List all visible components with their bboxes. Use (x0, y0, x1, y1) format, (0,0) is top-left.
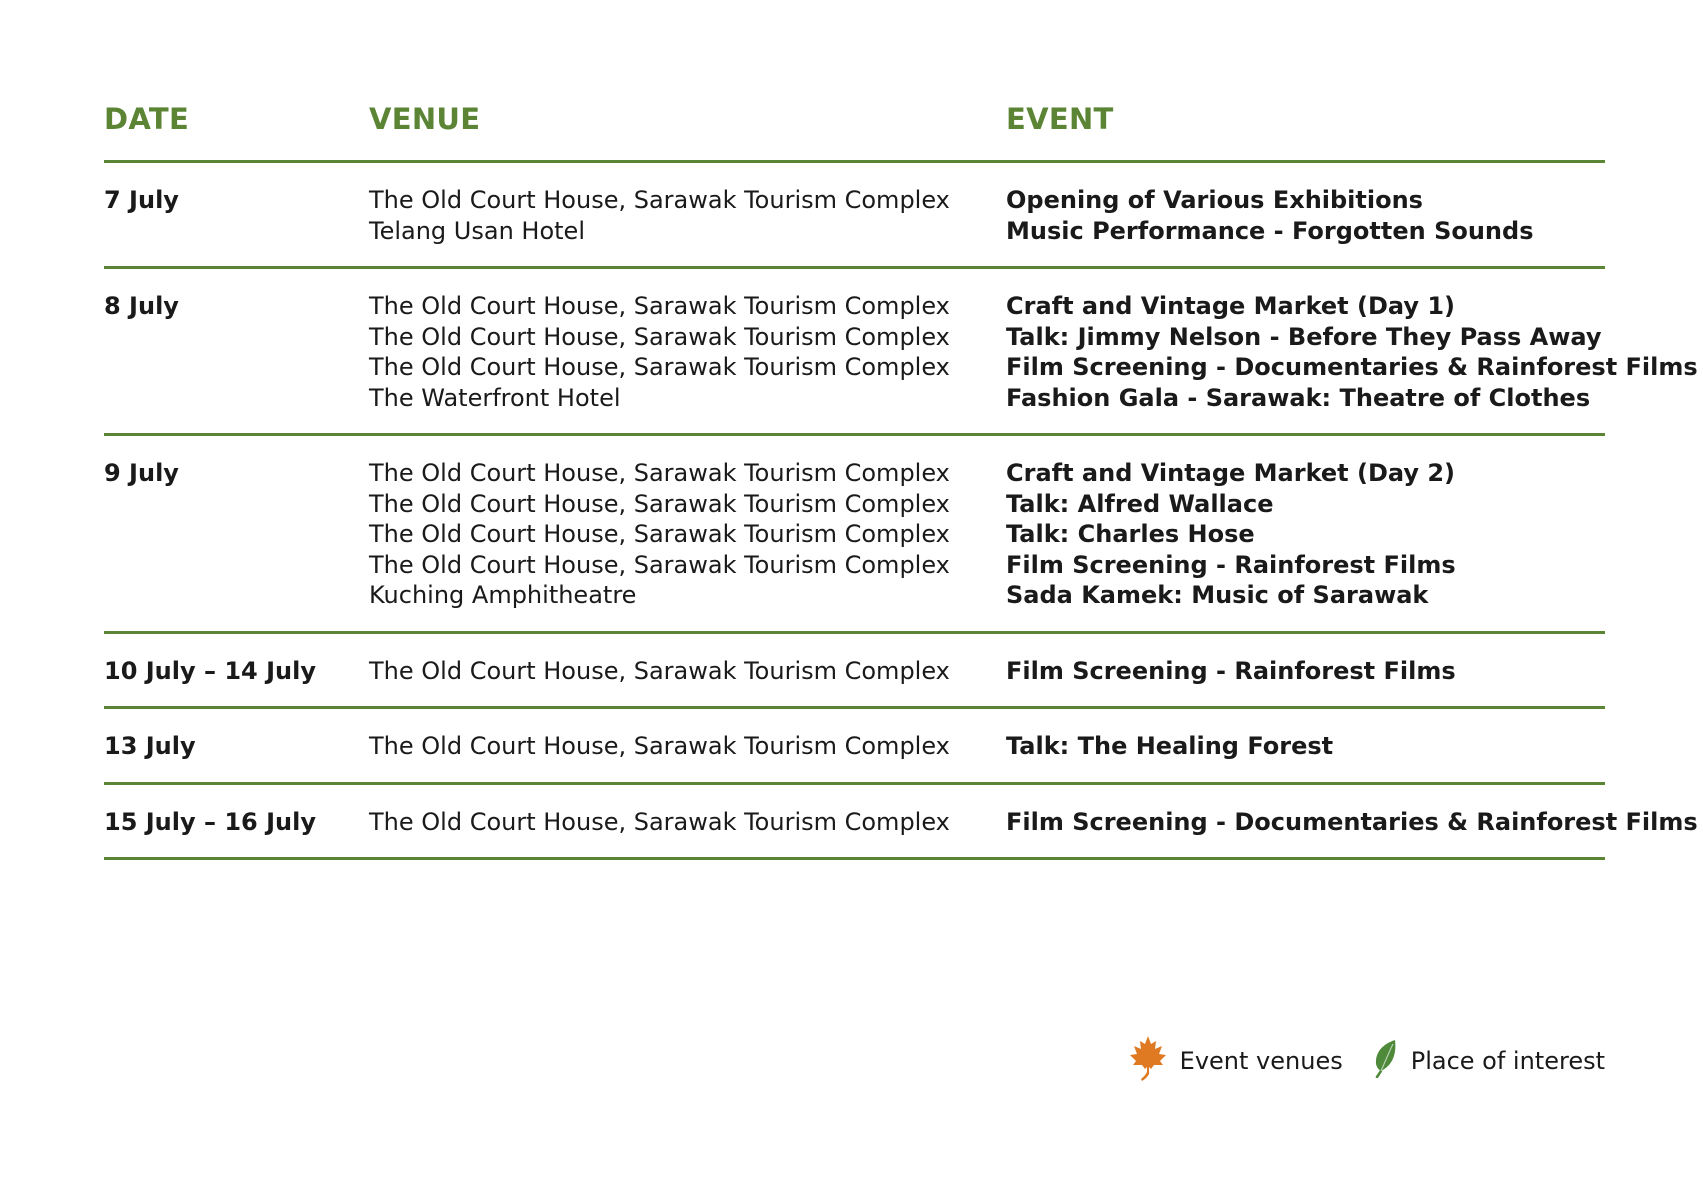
table-body (104, 163, 1698, 860)
event-line: Talk: The Healing Forest (1006, 732, 1334, 760)
venue-line: The Old Court House, Sarawak Tourism Complex (369, 520, 950, 548)
header-event: EVENT (1006, 102, 1114, 136)
event-line: Talk: Charles Hose (1006, 520, 1255, 548)
venue-line: The Old Court House, Sarawak Tourism Complex (369, 322, 950, 351)
venue-cell (369, 291, 1006, 413)
event-line: Film Screening - Rainforest Films (1006, 656, 1456, 685)
event-cell (1006, 185, 1605, 246)
venue-line: The Old Court House, Sarawak Tourism Complex (369, 550, 950, 579)
venue-line: The Old Court House, Sarawak Tourism Complex (369, 656, 950, 685)
table-row (104, 163, 1605, 269)
event-line: Film Screening - Rainforest Films (1006, 550, 1456, 579)
event-line: Film Screening - Documentaries & Rainforest Films (1006, 807, 1698, 836)
venue-line: The Old Court House, Sarawak Tourism Complex (369, 292, 950, 320)
legend-item-event-venues (1128, 1034, 1343, 1088)
venue-cell (369, 807, 1006, 838)
event-line: Craft and Vintage Market (Day 2) (1006, 459, 1456, 487)
table-header (104, 98, 1605, 163)
event-line: Craft and Vintage Market (Day 1) (1006, 292, 1456, 320)
venue-line: The Old Court House, Sarawak Tourism Complex (369, 353, 950, 381)
venue-cell (369, 185, 1006, 246)
venue-line: Telang Usan Hotel (369, 216, 585, 245)
venue-line: Kuching Amphitheatre (369, 581, 637, 609)
event-line: Sada Kamek: Music of Sarawak (1006, 581, 1429, 609)
venue-line: The Old Court House, Sarawak Tourism Complex (369, 732, 950, 760)
date-cell: 10 July – 14 July (104, 656, 316, 685)
table-row (104, 634, 1605, 710)
event-cell (1006, 656, 1605, 687)
venue-cell (369, 656, 1006, 687)
event-cell (1006, 291, 1698, 413)
table-row (104, 785, 1698, 861)
schedule-table (104, 98, 1698, 860)
date-cell: 7 July (104, 186, 179, 214)
event-line: Talk: Alfred Wallace (1006, 489, 1274, 518)
header-venue: VENUE (369, 102, 481, 136)
table-row (104, 709, 1605, 785)
date-cell: 13 July (104, 732, 196, 760)
event-line: Fashion Gala - Sarawak: Theatre of Clothes (1006, 383, 1591, 412)
legend-label-event-venues: Event venues (1179, 1047, 1343, 1075)
event-line: Talk: Jimmy Nelson - Before They Pass Away (1006, 322, 1602, 351)
venue-cell (369, 731, 1006, 762)
legend-label-place-of-interest: Place of interest (1410, 1047, 1605, 1075)
venue-line: The Old Court House, Sarawak Tourism Complex (369, 459, 950, 487)
event-cell (1006, 458, 1605, 611)
event-line: Music Performance - Forgotten Sounds (1006, 216, 1534, 245)
legend (1128, 1034, 1605, 1088)
venue-line: The Old Court House, Sarawak Tourism Complex (369, 186, 950, 214)
table-row (104, 436, 1605, 634)
venue-line: The Waterfront Hotel (369, 383, 621, 412)
date-cell: 8 July (104, 292, 179, 320)
maple-leaf-icon (1128, 1034, 1168, 1088)
event-line: Opening of Various Exhibitions (1006, 186, 1423, 214)
venue-line: The Old Court House, Sarawak Tourism Complex (369, 489, 950, 518)
event-cell (1006, 807, 1698, 838)
date-cell: 15 July – 16 July (104, 807, 316, 836)
venue-cell (369, 458, 1006, 611)
event-cell (1006, 731, 1605, 762)
green-leaf-icon (1371, 1038, 1399, 1084)
date-cell: 9 July (104, 459, 179, 487)
table-row (104, 269, 1698, 436)
header-date: DATE (104, 102, 190, 136)
legend-item-place-of-interest (1371, 1038, 1605, 1084)
event-line: Film Screening - Documentaries & Rainforest Films (1006, 353, 1698, 381)
venue-line: The Old Court House, Sarawak Tourism Complex (369, 807, 950, 836)
